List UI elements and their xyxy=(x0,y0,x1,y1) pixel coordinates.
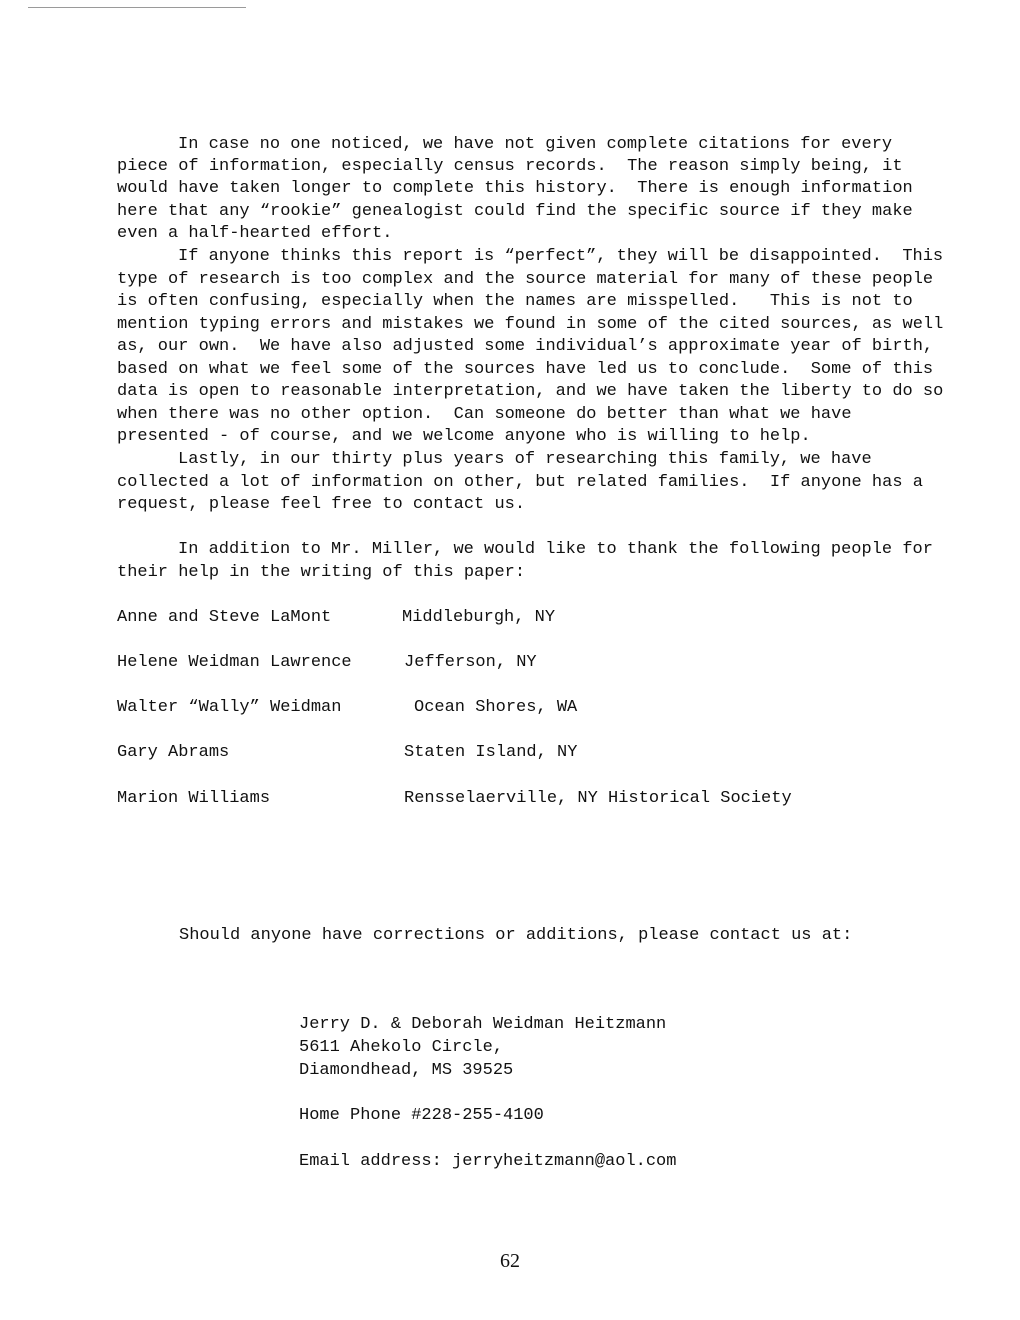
paragraph-1-line-3: would have taken longer to complete this history. There is enough information xyxy=(117,179,913,198)
paragraph-4-line-2: their help in the writing of this paper: xyxy=(117,563,526,582)
paragraph-4-line-1: In addition to Mr. Miller, we would like to thank the following people for xyxy=(178,540,933,559)
paragraph-1-line-5: even a half-hearted effort. xyxy=(117,224,393,243)
acknowledgment-name: Anne and Steve LaMont xyxy=(117,608,332,627)
acknowledgment-place: Middleburgh, NY xyxy=(402,608,556,627)
paragraph-2-line-2: type of research is too complex and the source material for many of these people xyxy=(117,270,934,289)
top-rule xyxy=(28,7,246,8)
page-number: 62 xyxy=(500,1250,520,1272)
contact-email: Email address: jerryheitzmann@aol.com xyxy=(299,1152,677,1171)
paragraph-2-line-9: presented - of course, and we welcome anyone who is willing to help. xyxy=(117,427,811,446)
paragraph-3-line-1: Lastly, in our thirty plus years of researching this family, we have xyxy=(178,450,872,469)
acknowledgment-name: Marion Williams xyxy=(117,789,271,808)
acknowledgment-name: Helene Weidman Lawrence xyxy=(117,653,352,672)
contact-street: 5611 Ahekolo Circle, xyxy=(299,1038,504,1057)
acknowledgment-name: Walter “Wally” Weidman xyxy=(117,698,342,717)
acknowledgment-place: Ocean Shores, WA xyxy=(414,698,578,717)
paragraph-2-line-7: data is open to reasonable interpretation, and we have taken the liberty to do so xyxy=(117,382,944,401)
paragraph-2-line-6: based on what we feel some of the sources have led us to conclude. Some of this xyxy=(117,360,934,379)
paragraph-3-line-2: collected a lot of information on other, but related families. If anyone has a xyxy=(117,473,923,492)
acknowledgment-place: Rensselaerville, NY Historical Society xyxy=(404,789,792,808)
paragraph-2-line-1: If anyone thinks this report is “perfect”, they will be disappointed. This xyxy=(178,247,944,266)
paragraph-1-line-2: piece of information, especially census records. The reason simply being, it xyxy=(117,157,903,176)
paragraph-2-line-5: as, our own. We have also adjusted some individual’s approximate year of birth, xyxy=(117,337,934,356)
contact-names: Jerry D. & Deborah Weidman Heitzmann xyxy=(299,1015,667,1034)
paragraph-1-line-1: In case no one noticed, we have not given complete citations for every xyxy=(178,135,893,154)
paragraph-2-line-8: when there was no other option. Can someone do better than what we have xyxy=(117,405,852,424)
acknowledgment-place: Jefferson, NY xyxy=(404,653,537,672)
acknowledgment-name: Gary Abrams xyxy=(117,743,230,762)
paragraph-2-line-4: mention typing errors and mistakes we found in some of the cited sources, as well xyxy=(117,315,944,334)
contact-phone: Home Phone #228-255-4100 xyxy=(299,1106,544,1125)
paragraph-2-line-3: is often confusing, especially when the names are misspelled. This is not to xyxy=(117,292,913,311)
paragraph-1-line-4: here that any “rookie” genealogist could find the specific source if they make xyxy=(117,202,913,221)
acknowledgment-place: Staten Island, NY xyxy=(404,743,578,762)
contact-intro: Should anyone have corrections or additions, please contact us at: xyxy=(179,926,853,945)
contact-city: Diamondhead, MS 39525 xyxy=(299,1061,514,1080)
paragraph-3-line-3: request, please feel free to contact us. xyxy=(117,495,526,514)
